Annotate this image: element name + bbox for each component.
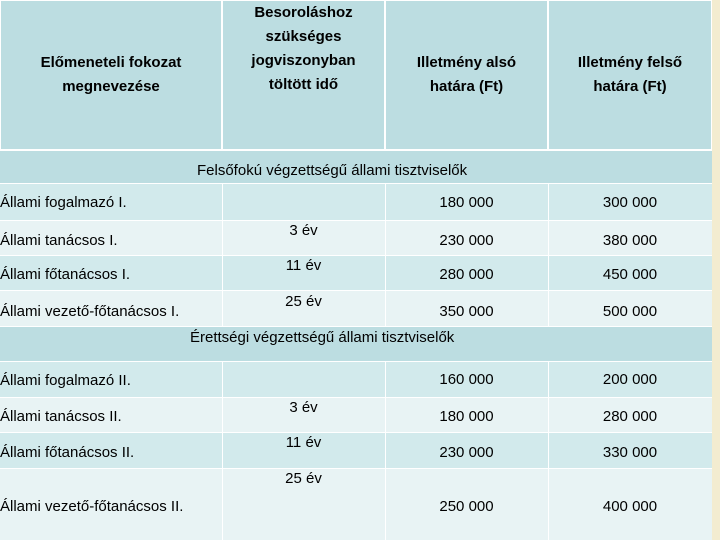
row-required-time: 11 év bbox=[285, 257, 322, 274]
row-grade-name: Állami tanácsos I. bbox=[0, 232, 118, 249]
row-grade-name: Állami főtanácsos I. bbox=[0, 266, 131, 283]
row-required-time: 11 év bbox=[285, 434, 322, 451]
row-lower-limit: 230 000 bbox=[439, 232, 494, 249]
section-title-higher-education: Felsőfokú végzettségű állami tisztviselők bbox=[0, 150, 712, 184]
row-lower-limit: 250 000 bbox=[439, 497, 494, 515]
grid-line bbox=[0, 290, 712, 291]
row-upper-limit: 280 000 bbox=[602, 408, 658, 425]
row-upper-limit: 450 000 bbox=[602, 266, 658, 283]
row-required-time: 3 év bbox=[289, 222, 318, 239]
row-grade-name: Állami tanácsos II. bbox=[0, 408, 122, 425]
header-lower-limit: Illetmény alsó határa (Ft) bbox=[385, 0, 548, 150]
row-upper-limit: 400 000 bbox=[602, 497, 658, 515]
row-lower-limit: 230 000 bbox=[439, 443, 494, 461]
row-upper-limit: 380 000 bbox=[602, 232, 658, 249]
row-grade-name: Állami főtanácsos II. bbox=[0, 443, 135, 461]
grid-line bbox=[0, 220, 712, 221]
section-title-secondary-education: Érettségi végzettségű állami tisztviselők bbox=[0, 326, 712, 362]
row-lower-limit: 350 000 bbox=[439, 302, 494, 320]
grid-line bbox=[0, 255, 712, 256]
row-lower-limit: 280 000 bbox=[439, 266, 494, 283]
page-edge bbox=[712, 0, 720, 540]
header-upper-limit: Illetmény felső határa (Ft) bbox=[548, 0, 712, 150]
row-upper-limit: 300 000 bbox=[602, 193, 658, 211]
grid-line bbox=[222, 362, 223, 540]
row-upper-limit: 330 000 bbox=[602, 443, 658, 461]
row-upper-limit: 500 000 bbox=[602, 302, 658, 320]
row-required-time: 25 év bbox=[285, 293, 322, 310]
row-upper-limit: 200 000 bbox=[602, 371, 658, 388]
grid-line bbox=[0, 468, 712, 469]
header-required-time: Besoroláshoz szükséges jogviszonyban töltött idő bbox=[222, 0, 385, 150]
row-grade-name: Állami vezető-főtanácsos I. bbox=[0, 302, 180, 320]
grid-line bbox=[0, 397, 712, 398]
row-grade-name: Állami vezető-főtanácsos II. bbox=[0, 497, 184, 515]
row-required-time: 3 év bbox=[289, 399, 318, 416]
grid-line bbox=[0, 432, 712, 433]
row-lower-limit: 160 000 bbox=[439, 371, 494, 388]
row-required-time: 25 év bbox=[285, 470, 322, 487]
grid-line bbox=[548, 362, 549, 540]
row-lower-limit: 180 000 bbox=[439, 408, 494, 425]
row-grade-name: Állami fogalmazó I. bbox=[0, 193, 127, 211]
row-lower-limit: 180 000 bbox=[439, 193, 494, 211]
grid-line bbox=[385, 362, 386, 540]
row-grade-name: Állami fogalmazó II. bbox=[0, 372, 131, 389]
header-grade-name: Előmeneteli fokozat megnevezése bbox=[0, 0, 222, 150]
